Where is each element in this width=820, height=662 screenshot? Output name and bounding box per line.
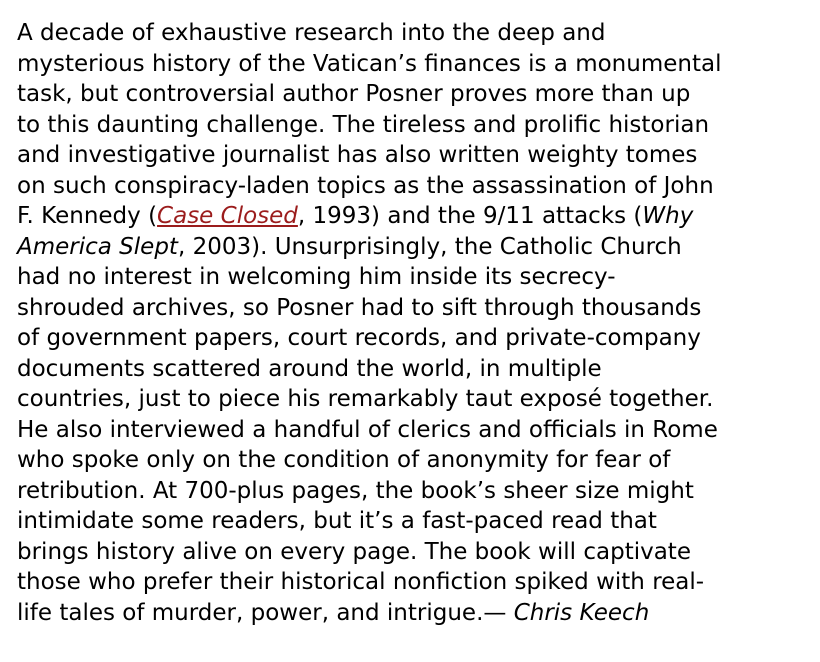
text-line — [17, 201, 817, 232]
book-link-case-closed[interactable]: Case Closed — [157, 203, 298, 229]
text-line: on such conspiracy-laden topics as the assassination of John — [17, 172, 714, 199]
text-line — [17, 232, 817, 263]
book-title-why-america-slept: America Slept — [17, 233, 178, 260]
book-title-why-america-slept: Why — [642, 203, 694, 229]
text-line: mysterious history of the Vatican’s finances is a monumental — [17, 50, 722, 77]
text-line: He also interviewed a handful of clerics and officials in Rome — [17, 416, 718, 443]
text-line: brings history alive on every page. The book will captivate — [17, 538, 691, 565]
text-segment: life tales of murder, power, and intrigue.— — [17, 599, 514, 626]
text-line: to this daunting challenge. The tireless and prolific historian — [17, 111, 710, 138]
text-segment: F. Kennedy ( — [17, 203, 158, 229]
text-line: of government papers, court records, and private-company — [17, 325, 701, 351]
review-text — [17, 18, 817, 628]
text-line: retribution. At 700-plus pages, the book’s sheer size might — [17, 477, 694, 504]
text-line: A decade of exhaustive research into the deep and — [17, 20, 606, 46]
text-segment: , 2003). Unsurprisingly, the Catholic Church — [177, 233, 682, 260]
text-line: task, but controversial author Posner proves more than up — [17, 81, 691, 107]
text-line: countries, just to piece his remarkably taut exposé together. — [17, 386, 714, 412]
reviewer-name: Chris Keech — [513, 599, 650, 626]
text-line: shrouded archives, so Posner had to sift through thousands — [17, 294, 702, 321]
text-line: those who prefer their historical nonfiction spiked with real- — [17, 569, 705, 595]
text-line: had no interest in welcoming him inside its secrecy- — [17, 264, 616, 290]
text-line: who spoke only on the condition of anonymity for fear of — [17, 447, 671, 473]
text-segment: , 1993) and the 9/11 attacks ( — [297, 203, 643, 229]
text-line: intimidate some readers, but it’s a fast-paced read that — [17, 508, 657, 534]
text-line: and investigative journalist has also written weighty tomes — [17, 142, 698, 168]
text-line: documents scattered around the world, in multiple — [17, 355, 602, 382]
text-line — [17, 598, 817, 629]
